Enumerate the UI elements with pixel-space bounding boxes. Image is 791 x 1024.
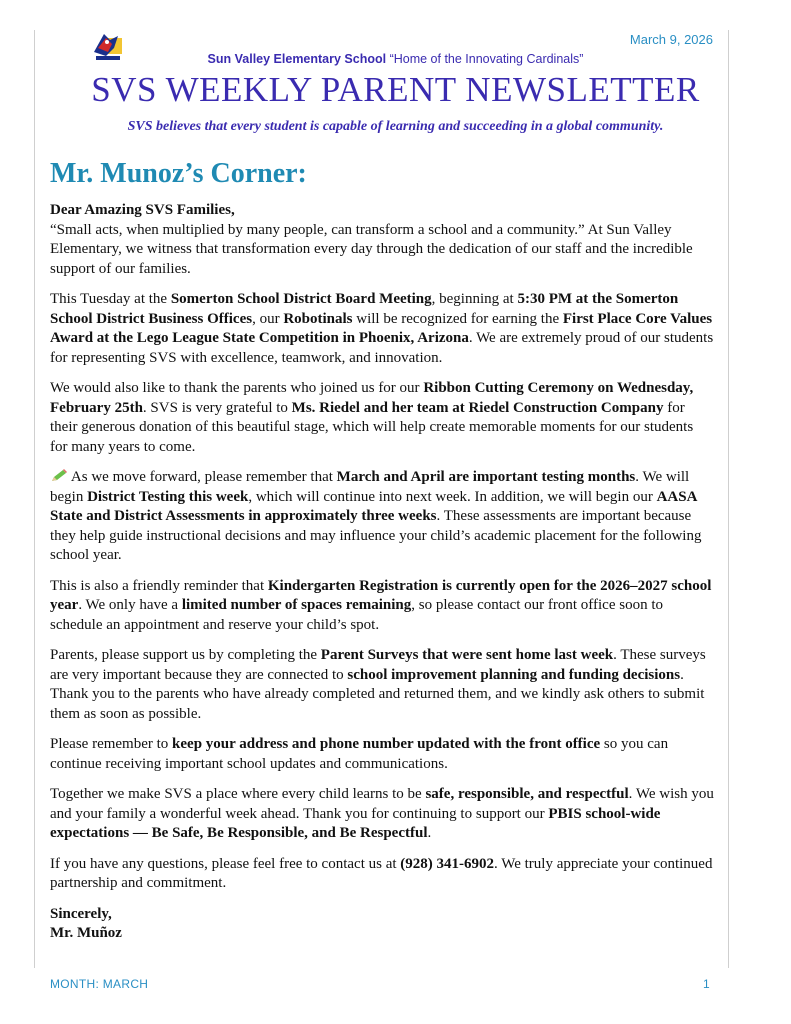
- paragraph-testing: [50, 468, 714, 566]
- text: . SVS is very grateful to: [142, 399, 292, 416]
- bold-text: Somerton School District Board Meeting: [170, 291, 432, 307]
- bold-text: safe, responsible, and respectful: [425, 786, 629, 802]
- closing: [50, 905, 714, 944]
- text: As we move forward, please remember that: [68, 469, 337, 485]
- pencil-icon: [50, 469, 68, 483]
- text: If you have any questions, please feel free to contact us at: [50, 855, 401, 872]
- paragraph-intro: [50, 201, 714, 279]
- text: , beginning at: [431, 291, 518, 307]
- text: Parents, please support us by completing the: [50, 647, 321, 663]
- school-name: Sun Valley Elementary School: [207, 52, 387, 66]
- paragraph-surveys: [50, 646, 714, 724]
- bold-text: District Testing this week: [87, 488, 249, 505]
- bold-text: Kindergarten Registration is currently open for the 2026–2027 school year: [50, 577, 712, 613]
- text: . We truly appreciate your continued partnership and commitment.: [50, 855, 713, 891]
- text: . We wish you and your family a wonderful week ahead. Thank you for continuing to support our: [50, 786, 714, 822]
- text: This is also a friendly reminder that: [50, 577, 268, 594]
- text: , which will continue into next week. In addition, we will begin our: [248, 488, 657, 505]
- phone-number: (928) 341-6902: [400, 855, 495, 872]
- bold-text: limited number of spaces remaining: [181, 597, 412, 613]
- letter-body: [50, 201, 714, 955]
- bold-text: school improvement planning and funding decisions: [347, 666, 681, 683]
- bold-text: First Place Core Values Award at the Lego League State Competition in Phoenix, Arizona: [50, 310, 713, 346]
- bold-text: keep your address and phone number updated with the front office: [172, 736, 601, 752]
- intro-text: “Small acts, when multiplied by many people, can transform a school and a community.” At Sun Valley Elementary, we witness that transformation every day through the dedication of our staff and the incredible support of our families.: [50, 221, 693, 277]
- footer-month: MONTH: MARCH: [50, 977, 149, 991]
- text: Together we make SVS a place where every child learns to be: [50, 786, 426, 802]
- text: We would also like to thank the parents who joined us for our: [50, 380, 424, 396]
- newsletter-title: SVS WEEKLY PARENT NEWSLETTER: [91, 70, 700, 109]
- bold-text: PBIS school-wide expectations — Be Safe, Be Responsible, and Be Respectful: [50, 805, 661, 841]
- bold-text: Ribbon Cutting Ceremony on Wednesday, February 25th: [50, 380, 694, 416]
- text: .: [427, 825, 432, 841]
- text: . We will begin: [50, 469, 690, 505]
- school-tagline: “Home of the Innovating Cardinals”: [389, 52, 584, 66]
- text: This Tuesday at the: [50, 291, 171, 307]
- paragraph-questions: [50, 855, 714, 894]
- paragraph-pbis: [50, 785, 714, 844]
- closing-text: Sincerely,: [50, 905, 112, 922]
- text: so you can continue receiving important school updates and communications.: [50, 736, 669, 772]
- bold-text: March and April are important testing months: [336, 469, 636, 485]
- text: , our: [252, 310, 284, 327]
- bold-text: Parent Surveys that were sent home last week: [320, 647, 614, 663]
- bold-text: Ms. Riedel and her team at Riedel Construction Company: [291, 399, 664, 416]
- text: , so please contact our front office soon to schedule an appointment and reserve your child’s spot.: [50, 597, 663, 633]
- text: will be recognized for earning the: [352, 310, 563, 327]
- greeting: Dear Amazing SVS Families,: [50, 202, 235, 218]
- school-line: [0, 52, 791, 66]
- paragraph-contact-info: [50, 735, 714, 774]
- signature: Mr. Muñoz: [50, 925, 122, 941]
- page-number: 1: [703, 977, 710, 991]
- school-motto: SVS believes that every student is capable of learning and succeeding in a global community.: [127, 119, 664, 134]
- text: . These surveys are very important because they are connected to: [50, 647, 706, 683]
- text: . Thank you to the parents who have already completed and returned them, and we kindly ask others to submit them as soon as possible.: [50, 666, 705, 722]
- section-heading: Mr. Munoz’s Corner:: [50, 158, 307, 189]
- newsletter-date: March 9, 2026: [629, 32, 713, 47]
- paragraph-board-meeting: [50, 290, 714, 368]
- text: Please remember to: [50, 736, 173, 752]
- text: . We are extremely proud of our students for representing SVS with excellence, teamwork, and innovation.: [50, 330, 714, 366]
- paragraph-ribbon-cutting: [50, 379, 714, 457]
- paragraph-kindergarten: [50, 577, 714, 636]
- bold-text: 5:30 PM at the Somerton School District Business Offices: [50, 291, 679, 327]
- text: for their generous donation of this beautiful stage, which will help create memorable moments for our students for many years to come.: [50, 399, 694, 455]
- right-margin-rule: [728, 30, 729, 968]
- left-margin-rule: [34, 30, 35, 968]
- bold-text: Robotinals: [283, 310, 353, 327]
- text: . We only have a: [78, 597, 182, 613]
- text: . These assessments are important because they help guide instructional decisions and may influence your child’s academic placement for the following school year.: [50, 508, 702, 563]
- bold-text: AASA State and District Assessments in approximately three weeks: [50, 488, 697, 524]
